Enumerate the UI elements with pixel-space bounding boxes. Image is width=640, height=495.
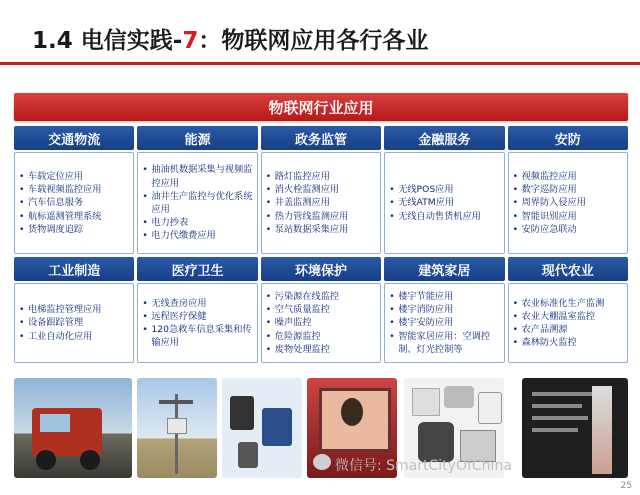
list-item-label: 农业大棚温室监控 — [521, 310, 596, 322]
list-item-label: 车载定位应用 — [28, 170, 84, 182]
list-item-label: 楼宇消防应用 — [398, 304, 454, 316]
list-item-label: 抽油机数据采集与视频监控应用 — [151, 164, 253, 189]
list-item — [513, 196, 623, 209]
bullet-icon: • — [19, 184, 25, 196]
category-header: 安防 — [508, 126, 628, 150]
list-item-label: 森林防火监控 — [521, 337, 577, 349]
bullet-icon: • — [265, 170, 272, 182]
page-number: 25 — [620, 481, 632, 491]
list-item-label: 热力管线监测应用 — [274, 210, 349, 222]
list-item — [266, 303, 376, 316]
iot-industry-banner: 物联网行业应用 — [14, 93, 628, 121]
bullet-icon: • — [19, 317, 25, 329]
list-item-label: 无线ATM应用 — [398, 197, 455, 209]
list-item — [513, 170, 623, 183]
list-item — [142, 163, 252, 189]
category-items-row-1 — [14, 152, 628, 254]
category-item-list — [137, 152, 257, 254]
category-item-list — [384, 283, 504, 363]
title-number: 7 — [182, 28, 199, 54]
list-item-label: 消火栓监测应用 — [274, 184, 340, 196]
title-prefix: 1.4 电信实践- — [32, 28, 183, 54]
list-item — [513, 336, 623, 349]
category-item-list — [508, 283, 628, 363]
bullet-icon: • — [265, 210, 272, 222]
category-header-row-2 — [14, 257, 628, 281]
category-header: 工业制造 — [14, 257, 134, 281]
list-item — [266, 330, 376, 343]
category-item-list — [508, 152, 628, 254]
list-item-label: 泵站数据采集应用 — [274, 223, 349, 235]
bullet-icon: • — [265, 330, 272, 342]
bullet-icon: • — [265, 343, 272, 355]
bullet-icon: • — [19, 170, 25, 182]
category-item-list — [261, 152, 381, 254]
list-item-label: 电力代缴费应用 — [151, 230, 216, 242]
list-item-label: 楼宇节能应用 — [398, 290, 454, 302]
list-item-label: 油井生产监控与优化系统应用 — [151, 190, 253, 215]
category-header-row-1 — [14, 126, 628, 150]
list-item-label: 智能识别应用 — [521, 210, 577, 222]
bullet-icon: • — [142, 230, 148, 242]
list-item-label: 汽车信息服务 — [28, 197, 84, 209]
list-item-label: 无线自动售货机应用 — [398, 210, 481, 222]
list-item — [142, 310, 252, 323]
bullet-icon: • — [265, 304, 272, 316]
list-item — [389, 210, 499, 223]
list-item — [19, 170, 129, 183]
bullet-icon: • — [512, 310, 519, 322]
list-item-label: 电力抄表 — [151, 217, 189, 229]
bullet-icon: • — [142, 310, 148, 322]
list-item — [142, 229, 252, 242]
title-suffix: ：物联网应用各行各业 — [198, 28, 429, 54]
list-item — [266, 223, 376, 236]
list-item — [142, 297, 252, 310]
bullet-icon: • — [19, 223, 25, 235]
category-header: 金融服务 — [384, 126, 504, 150]
list-item-label: 航标遥测管理系统 — [28, 210, 102, 222]
bullet-icon: • — [512, 184, 519, 196]
bullet-icon: • — [389, 304, 395, 316]
bullet-icon: • — [512, 297, 519, 309]
list-item-label: 废物处理监控 — [274, 343, 330, 355]
list-item — [389, 303, 499, 316]
list-item-label: 空气质量监控 — [274, 304, 330, 316]
bullet-icon: • — [142, 164, 148, 176]
truck-photo — [14, 378, 132, 478]
list-item-label: 视频监控应用 — [521, 170, 577, 182]
agriculture-monitor-photo — [522, 378, 628, 478]
list-item — [389, 316, 499, 329]
list-item-label: 工业自动化应用 — [28, 330, 93, 342]
list-item — [389, 196, 499, 209]
list-item — [266, 183, 376, 196]
list-item-label: 货物调度追踪 — [28, 223, 84, 235]
list-item-label: 农业标准化生产监测 — [521, 297, 605, 309]
title-divider — [0, 62, 640, 65]
list-item — [19, 196, 129, 209]
list-item-label: 噪声监控 — [274, 317, 312, 329]
bullet-icon: • — [389, 197, 395, 209]
list-item — [389, 290, 499, 303]
list-item-label: 楼宇安防应用 — [398, 317, 454, 329]
list-item — [19, 210, 129, 223]
list-item-label: 无线查房应用 — [151, 297, 207, 309]
category-items-row-2 — [14, 283, 628, 363]
list-item-label: 120急救车信息采集和传输应用 — [151, 324, 252, 349]
bullet-icon: • — [142, 217, 148, 229]
category-item-list — [137, 283, 257, 363]
bullet-icon: • — [142, 190, 148, 202]
bullet-icon: • — [265, 197, 272, 209]
bullet-icon: • — [389, 290, 395, 302]
list-item — [513, 183, 623, 196]
bullet-icon: • — [512, 197, 519, 209]
list-item — [389, 183, 499, 196]
bullet-icon: • — [512, 324, 519, 335]
list-item — [513, 297, 623, 310]
wechat-icon — [313, 454, 331, 470]
category-item-list — [384, 152, 504, 254]
list-item-label: 电梯监控管理应用 — [28, 304, 102, 316]
category-header: 环境保护 — [261, 257, 381, 281]
list-item — [266, 343, 376, 356]
list-item — [389, 330, 499, 356]
list-item — [266, 196, 376, 209]
bullet-icon: • — [19, 330, 25, 342]
category-item-list — [14, 152, 134, 254]
list-item-label: 无线POS应用 — [398, 184, 454, 196]
category-header: 政务监管 — [261, 126, 381, 150]
list-item — [266, 210, 376, 223]
list-item-label: 智能家居应用：空调控制、灯光控制等 — [398, 330, 491, 355]
list-item — [513, 323, 623, 336]
category-header: 建筑家居 — [384, 257, 504, 281]
bullet-icon: • — [389, 210, 395, 222]
bullet-icon: • — [512, 170, 519, 182]
bullet-icon: • — [265, 317, 272, 329]
list-item-label: 危险源监控 — [274, 330, 321, 342]
list-item — [19, 316, 129, 329]
list-item — [513, 223, 623, 236]
bullet-icon: • — [265, 223, 272, 235]
list-item — [266, 290, 376, 303]
list-item-label: 车载视频监控应用 — [28, 184, 102, 196]
bullet-icon: • — [142, 324, 148, 335]
bullet-icon: • — [19, 304, 25, 316]
list-item — [142, 190, 252, 216]
bullet-icon: • — [19, 210, 25, 222]
category-header: 能源 — [137, 126, 257, 150]
list-item — [266, 170, 376, 183]
category-header: 医疗卫生 — [137, 257, 257, 281]
list-item-label: 农产品溯源 — [521, 324, 568, 335]
list-item — [19, 183, 129, 196]
bullet-icon: • — [142, 297, 148, 309]
list-item — [19, 330, 129, 343]
list-item — [513, 210, 623, 223]
list-item-label: 污染源在线监控 — [274, 290, 340, 302]
category-header: 现代农业 — [508, 257, 628, 281]
list-item-label: 安防应急联动 — [521, 223, 577, 235]
category-item-list — [261, 283, 381, 363]
list-item — [142, 216, 252, 229]
list-item — [142, 323, 252, 349]
bullet-icon: • — [265, 184, 272, 196]
bullet-icon: • — [512, 337, 519, 349]
list-item-label: 路灯监控应用 — [274, 170, 330, 182]
list-item-label: 井盖监测应用 — [274, 197, 330, 209]
bullet-icon: • — [389, 184, 395, 196]
list-item-label: 远程医疗保健 — [151, 310, 207, 322]
bullet-icon: • — [265, 290, 272, 302]
bullet-icon: • — [389, 317, 395, 329]
bullet-icon: • — [389, 330, 395, 342]
list-item — [19, 223, 129, 236]
list-item — [266, 316, 376, 329]
category-item-list — [14, 283, 134, 363]
weather-station-photo — [137, 378, 217, 478]
watermark: 微信号: SmartCityOfChina — [335, 458, 512, 474]
list-item-label: 周界防入侵应用 — [521, 197, 586, 209]
list-item-label: 数字巡防应用 — [521, 184, 577, 196]
list-item — [19, 303, 129, 316]
medical-devices-photo — [222, 378, 302, 478]
bullet-icon: • — [19, 197, 25, 209]
list-item-label: 设备跟踪管理 — [28, 317, 84, 329]
page-title — [32, 22, 428, 55]
bullet-icon: • — [512, 210, 519, 222]
list-item — [513, 310, 623, 323]
bullet-icon: • — [512, 223, 519, 235]
category-header: 交通物流 — [14, 126, 134, 150]
